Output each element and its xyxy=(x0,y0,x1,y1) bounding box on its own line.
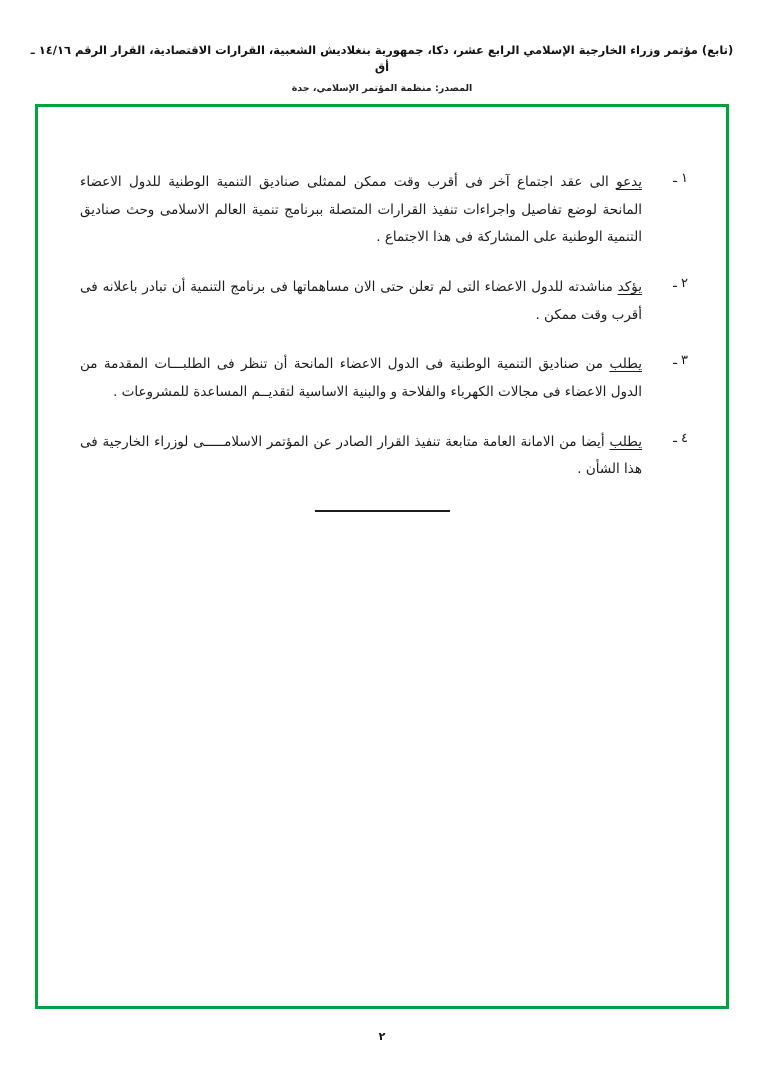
clause-content: مناشدته للدول الاعضاء التى لم تعلن حتى الان مساهماتها فى برنامج التنمية أن تبادر باعلانه فى أقرب وقت ممكن . xyxy=(80,279,642,323)
header-source-line: المصدر: منظمة المؤتمر الإسلامي، جدة xyxy=(291,82,473,94)
document-header xyxy=(0,42,764,95)
clause-number: ١ ـ xyxy=(673,171,688,186)
list-item xyxy=(76,169,688,252)
clause-content: من صناديق التنمية الوطنية فى الدول الاعضاء المانحة أن تنظر فى الطلبـــات المقدمة من الدول الاعضاء فى مجالات الكهرباء والفلاحة و والبنية الاساسية لتقديــم المساعدة للمشروعات . xyxy=(80,356,642,401)
page-number: ٢ xyxy=(378,1030,386,1043)
clause-number: ٤ ـ xyxy=(673,430,688,446)
list-item xyxy=(76,274,688,329)
clause-lead-verb: يدعو xyxy=(616,174,642,190)
list-item xyxy=(76,351,688,406)
clause-lead-verb: يطلب xyxy=(609,433,642,450)
clause-lead-verb: يؤكد xyxy=(617,279,642,296)
header-title-line: (تابع) مؤتمر وزراء الخارجية الإسلامي الرابع عشر، دكا، جمهورية بنغلاديش الشعبية، القرارات الاقتصادية، القرار الرقم ١٤/١٦ ـ أق xyxy=(30,43,734,75)
list-item xyxy=(76,429,688,484)
clause-body xyxy=(76,169,642,252)
section-divider xyxy=(76,510,688,512)
document-frame xyxy=(35,104,729,1009)
divider-line xyxy=(315,510,450,512)
clause-content: الى عقد اجتماع آخر فى أقرب وقت ممكن لممثلى صناديق التنمية الوطنية للدول الاعضاء المانحة لوضع تفاصيل واجراءات تنفيذ القرارات المتصلة ببرنامج تنمية العالم الاسلامى وحث صناديق التنمية الوطنية على المشاركة فى هذا الاجتماع . xyxy=(80,174,642,246)
clause-number: ٢ ـ xyxy=(673,276,688,292)
clause-content: أيضا من الامانة العامة متابعة تنفيذ القرار الصادر عن المؤتمر الاسلامـــــى لوزراء الخارجية فى هذا الشأن . xyxy=(80,433,642,478)
resolution-clause-list xyxy=(76,169,688,512)
clause-body xyxy=(76,274,642,329)
clause-lead-verb: يطلب xyxy=(609,356,643,373)
clause-body xyxy=(76,351,642,406)
clause-body xyxy=(76,429,642,484)
clause-number: ٣ ـ xyxy=(673,353,688,369)
